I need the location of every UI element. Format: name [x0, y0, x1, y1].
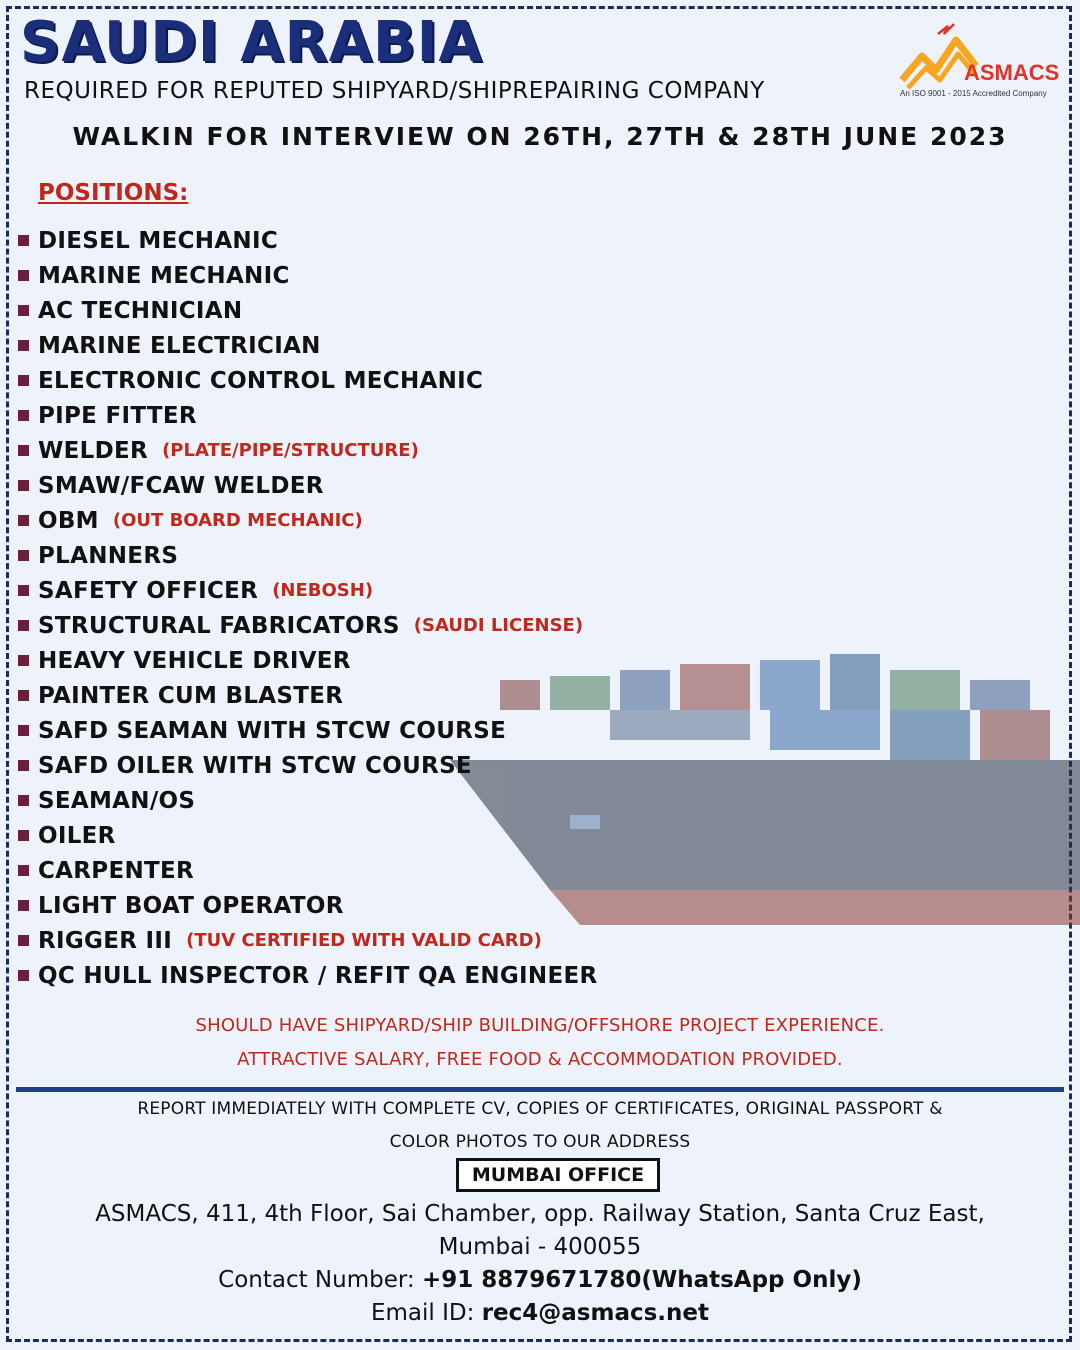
position-name: SEAMAN/OS	[38, 787, 196, 814]
position-name: QC HULL INSPECTOR / REFIT QA ENGINEER	[38, 962, 598, 989]
square-bullet-icon	[18, 655, 29, 666]
walkin-date: WALKIN FOR INTERVIEW ON 26TH, 27TH & 28TH JUNE 2023	[72, 122, 1008, 151]
position-item	[18, 888, 598, 923]
section-divider	[16, 1087, 1064, 1092]
logo-tagline: An ISO 9001 - 2015 Accredited Company	[900, 89, 1047, 98]
position-name: LIGHT BOAT OPERATOR	[38, 892, 344, 919]
position-name: PLANNERS	[38, 542, 179, 569]
square-bullet-icon	[18, 235, 29, 246]
position-name: OILER	[38, 822, 116, 849]
position-note: (OUT BOARD MECHANIC)	[112, 510, 363, 531]
position-name: SAFD SEAMAN WITH STCW COURSE	[38, 717, 507, 744]
position-name: ELECTRONIC CONTROL MECHANIC	[38, 367, 484, 394]
square-bullet-icon	[18, 445, 29, 456]
email-row	[0, 1300, 1080, 1326]
positions-list	[18, 223, 598, 993]
position-note: (SAUDI LICENSE)	[413, 615, 584, 636]
position-item	[18, 538, 598, 573]
position-item	[18, 853, 598, 888]
square-bullet-icon	[18, 690, 29, 701]
square-bullet-icon	[18, 270, 29, 281]
report-instruction-line2: COLOR PHOTOS TO OUR ADDRESS	[389, 1132, 691, 1152]
email-label: Email ID:	[371, 1300, 475, 1326]
position-item	[18, 223, 598, 258]
position-name: WELDER	[38, 437, 149, 464]
page-title: SAUDI ARABIA	[20, 10, 483, 75]
contact-row	[0, 1267, 1080, 1293]
report-instruction-line1: REPORT IMMEDIATELY WITH COMPLETE CV, COPIES OF CERTIFICATES, ORIGINAL PASSPORT &	[137, 1099, 943, 1119]
position-name: RIGGER III	[38, 927, 173, 954]
square-bullet-icon	[18, 725, 29, 736]
page-subtitle: REQUIRED FOR REPUTED SHIPYARD/SHIPREPAIRING COMPANY	[24, 78, 765, 104]
square-bullet-icon	[18, 795, 29, 806]
position-item	[18, 608, 598, 643]
positions-heading: POSITIONS:	[38, 180, 189, 206]
position-item	[18, 923, 598, 958]
position-name: DIESEL MECHANIC	[38, 227, 279, 254]
square-bullet-icon	[18, 340, 29, 351]
email-address[interactable]: rec4@asmacs.net	[481, 1300, 709, 1326]
requirement-experience: SHOULD HAVE SHIPYARD/SHIP BUILDING/OFFSHORE PROJECT EXPERIENCE.	[195, 1015, 885, 1036]
position-item	[18, 328, 598, 363]
position-item	[18, 713, 598, 748]
position-name: PIPE FITTER	[38, 402, 197, 429]
square-bullet-icon	[18, 865, 29, 876]
square-bullet-icon	[18, 970, 29, 981]
square-bullet-icon	[18, 550, 29, 561]
position-name: MARINE ELECTRICIAN	[38, 332, 321, 359]
square-bullet-icon	[18, 480, 29, 491]
square-bullet-icon	[18, 760, 29, 771]
square-bullet-icon	[18, 935, 29, 946]
position-note: (NEBOSH)	[272, 580, 374, 601]
position-note: (PLATE/PIPE/STRUCTURE)	[162, 440, 419, 461]
position-item	[18, 503, 598, 538]
position-item	[18, 573, 598, 608]
position-item	[18, 398, 598, 433]
position-name: OBM	[38, 507, 99, 534]
position-note: (TUV CERTIFIED WITH VALID CARD)	[186, 930, 542, 951]
position-name: SAFETY OFFICER	[38, 577, 259, 604]
contact-number[interactable]: +91 8879671780(WhatsApp Only)	[422, 1267, 862, 1293]
square-bullet-icon	[18, 305, 29, 316]
logo-name: ASMACS	[964, 60, 1060, 85]
position-name: PAINTER CUM BLASTER	[38, 682, 344, 709]
address-line1: ASMACS, 411, 4th Floor, Sai Chamber, opp. Railway Station, Santa Cruz East,	[95, 1201, 985, 1227]
position-name: AC TECHNICIAN	[38, 297, 243, 324]
square-bullet-icon	[18, 620, 29, 631]
position-item	[18, 678, 598, 713]
position-item	[18, 293, 598, 328]
position-item	[18, 363, 598, 398]
requirement-benefits: ATTRACTIVE SALARY, FREE FOOD & ACCOMMODATION PROVIDED.	[237, 1049, 843, 1070]
position-item	[18, 748, 598, 783]
position-item	[18, 433, 598, 468]
position-item	[18, 468, 598, 503]
square-bullet-icon	[18, 375, 29, 386]
position-name: HEAVY VEHICLE DRIVER	[38, 647, 351, 674]
square-bullet-icon	[18, 900, 29, 911]
position-name: MARINE MECHANIC	[38, 262, 290, 289]
square-bullet-icon	[18, 830, 29, 841]
square-bullet-icon	[18, 515, 29, 526]
position-item	[18, 958, 598, 993]
position-name: SMAW/FCAW WELDER	[38, 472, 324, 499]
square-bullet-icon	[18, 410, 29, 421]
contact-label: Contact Number:	[218, 1267, 415, 1293]
office-label: MUMBAI OFFICE	[456, 1158, 660, 1192]
position-item	[18, 643, 598, 678]
address-line2: Mumbai - 400055	[438, 1234, 642, 1260]
position-name: STRUCTURAL FABRICATORS	[38, 612, 400, 639]
position-name: SAFD OILER WITH STCW COURSE	[38, 752, 472, 779]
square-bullet-icon	[18, 585, 29, 596]
position-item	[18, 258, 598, 293]
position-name: CARPENTER	[38, 857, 195, 884]
position-item	[18, 818, 598, 853]
position-item	[18, 783, 598, 818]
